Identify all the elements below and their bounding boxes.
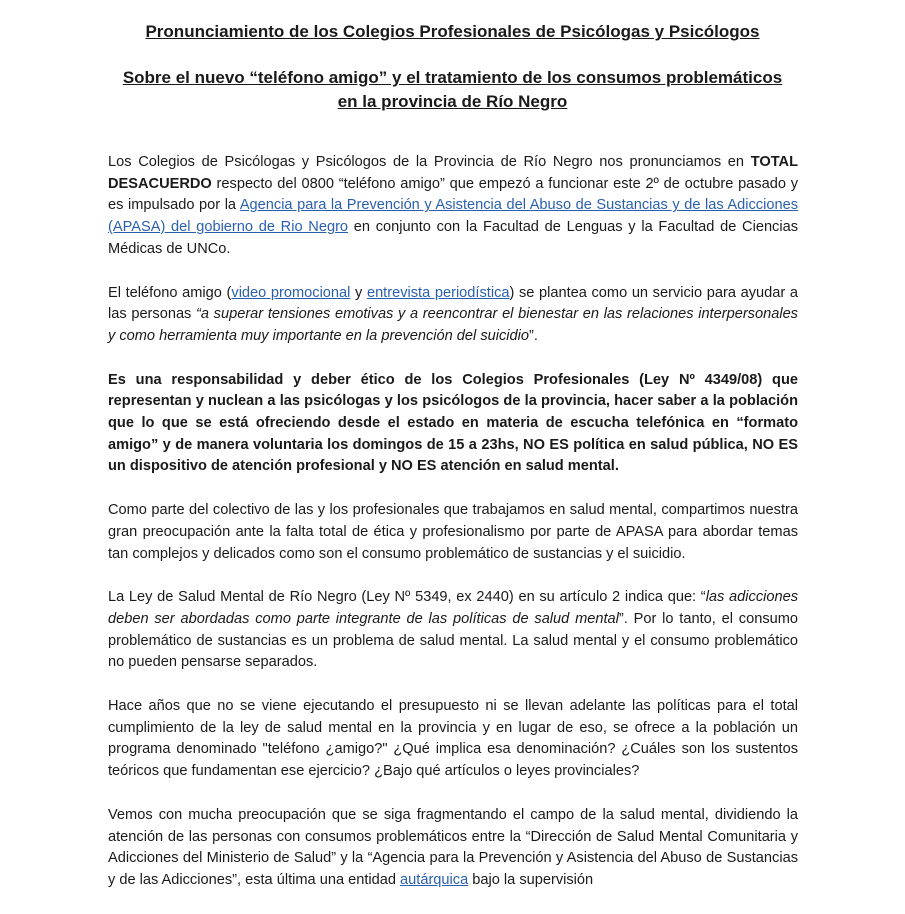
subtitle-line-1: Sobre el nuevo “teléfono amigo” y el tratamiento de los consumos problemáticos	[122, 68, 783, 87]
p5-text-1: La Ley de Salud Mental de Río Negro (Ley Nº 5349, ex 2440) en su artículo 2 indica que: “	[108, 589, 706, 606]
p1-text-2: respecto del 0800 “teléfono amigo” que empezó a funcionar este 2º de octubre pasado y es impulsado por la	[108, 175, 798, 214]
paragraph-1	[108, 152, 798, 261]
p5-italic-quote: las adicciones deben ser abordadas como parte integrante de las políticas de salud mental	[108, 589, 799, 627]
subtitle-line-2: en la provincia de Río Negro	[337, 92, 568, 111]
p1-text-3: en conjunto con la Facultad de Lenguas y la Facultad de Ciencias Médicas de UNCo.	[108, 219, 799, 257]
p2-text-4: ”.	[529, 327, 538, 344]
p2-italic-quote: “a superar tensiones emotivas y a reencontrar el bienestar en las relaciones interpersonales y como herramienta muy importante en la prevención del suicidio	[108, 306, 798, 344]
paragraph-5	[108, 587, 798, 674]
apasa-link[interactable]: Agencia para la Prevención y Asistencia del Abuso de Sustancias y de las Adicciones (APASA) del gobierno de Rio Negro	[108, 197, 798, 236]
autarquica-link[interactable]: autárquica	[400, 871, 469, 888]
paragraph-7	[108, 805, 798, 892]
paragraph-2	[108, 283, 798, 348]
video-promocional-link[interactable]: video promocional	[231, 284, 351, 301]
p2-text-3: ) se plantea como un servicio para ayudar a las personas	[108, 284, 798, 323]
paragraph-3: Es una responsabilidad y deber ético de los Colegios Profesionales (Ley Nº 4349/08) que representan y nuclean a las psicólogas y los psicólogos de la provincia, hacer saber a la población que lo que se está ofreciendo desde el estado en materia de escucha telefónica en “formato amigo” y de manera voluntaria los domingos de 15 a 23hs, NO ES política en salud pública, NO ES un dispositivo de atención profesional y NO ES atención en salud mental.	[108, 371, 798, 475]
paragraph-4: Como parte del colectivo de las y los profesionales que trabajamos en salud mental, compartimos nuestra gran preocupación ante la falta total de ética y profesionalismo por parte de APASA para abordar temas tan complejos y delicados como son el consumo problemático de sustancias y el suicidio.	[108, 502, 798, 562]
paragraph-6: Hace años que no se viene ejecutando el presupuesto ni se llevan adelante las políticas para el total cumplimiento de la ley de salud mental en la provincia y en lugar de eso, se ofrece a la población un programa denominado "teléfono ¿amigo?" ¿Qué implica esa denominación? ¿Cuáles son los sustentos teóricos que fundamentan ese ejercicio? ¿Bajo qué artículos o leyes provinciales?	[108, 698, 798, 780]
p7-text-2: bajo la supervisión	[468, 871, 594, 888]
document-title: Pronunciamiento de los Colegios Profesionales de Psicólogas y Psicólogos	[145, 22, 760, 41]
document-subtitle	[0, 66, 905, 114]
p2-text-2: y	[350, 284, 367, 301]
p1-text-1: Los Colegios de Psicólogas y Psicólogos de la Provincia de Río Negro nos pronunciamos en	[108, 154, 751, 170]
p2-text-1: El teléfono amigo (	[108, 284, 232, 301]
p7-text-1: Vemos con mucha preocupación que se siga fragmentando el campo de la salud mental, dividiendo la atención de las personas con consumos problemáticos entre la “Dirección de Salud Mental Comunitaria y Adicciones del Ministerio de Salud” y la “Agencia para la Prevención y Asistencia del Abuso de Sustancias y de las Adicciones”, esta última una entidad	[108, 806, 798, 888]
p5-text-2: ”. Por lo tanto, el consumo problemático de sustancias es un problema de salud mental. La salud mental y el consumo problemático no pueden pensarse separados.	[108, 610, 799, 671]
entrevista-periodistica-link[interactable]: entrevista periodística	[366, 284, 510, 301]
p1-bold-desacuerdo: TOTAL DESACUERDO	[108, 154, 798, 192]
document-body	[108, 152, 798, 914]
